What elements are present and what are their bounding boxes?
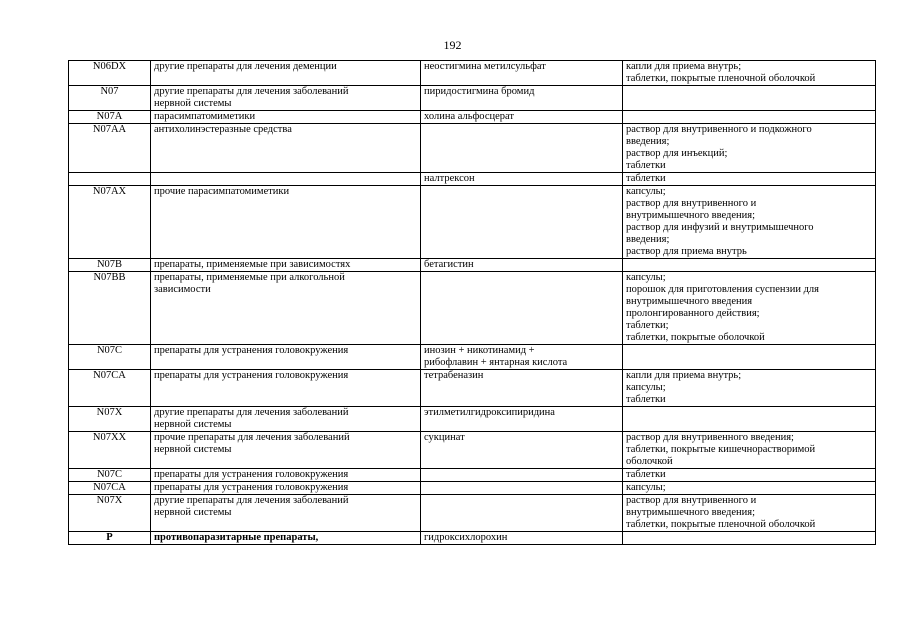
- table-row: [69, 469, 876, 482]
- drug-name-cell: [421, 469, 623, 482]
- group-name-cell: [151, 482, 421, 495]
- dosage-forms-cell: [623, 432, 876, 469]
- cell-text-line: капли для приема внутрь;: [626, 370, 742, 381]
- page-number: 192: [443, 38, 462, 52]
- group-name-cell: [151, 272, 421, 345]
- table-row: [69, 259, 876, 272]
- cell-text-line: препараты для устранения головокружения: [154, 482, 349, 493]
- cell-text-line: гидроксихлорохин: [424, 532, 508, 543]
- cell-text-line: капсулы;: [626, 272, 666, 283]
- table-row: [69, 407, 876, 432]
- cell-text-line: капсулы;: [626, 382, 666, 393]
- group-name-cell: [151, 259, 421, 272]
- drug-name-cell: [421, 124, 623, 173]
- cell-text-line: прочие парасимпатомиметики: [154, 186, 290, 197]
- cell-text-line: другие препараты для лечения заболеваний: [154, 495, 349, 506]
- cell-text-line: капсулы;: [626, 482, 666, 493]
- table-row: [69, 272, 876, 345]
- cell-text-line: налтрексон: [424, 173, 475, 184]
- drug-name-cell: [421, 272, 623, 345]
- dosage-forms-cell: [623, 86, 876, 111]
- drug-name-cell: [421, 259, 623, 272]
- cell-text-line: бетагистин: [424, 259, 474, 270]
- table-row: [69, 86, 876, 111]
- drug-name-cell: [421, 173, 623, 186]
- drug-name-cell: [421, 186, 623, 259]
- cell-text-line: другие препараты для лечения заболеваний: [154, 86, 349, 97]
- cell-text-line: пролонгированного действия;: [626, 308, 760, 319]
- table-row: [69, 61, 876, 86]
- cell-text-line: N06DX: [92, 61, 127, 72]
- group-name-cell: [151, 469, 421, 482]
- atc-code-cell: [69, 186, 151, 259]
- cell-text-line: раствор для внутривенного и: [626, 198, 757, 209]
- dosage-forms-cell: [623, 173, 876, 186]
- dosage-forms-cell: [623, 111, 876, 124]
- atc-code-cell: [69, 370, 151, 407]
- cell-text-line: N07A: [96, 111, 123, 122]
- group-name-cell: [151, 186, 421, 259]
- atc-code-cell: [69, 495, 151, 532]
- drug-name-cell: [421, 495, 623, 532]
- cell-text-line: таблетки: [626, 160, 666, 171]
- atc-code-cell: [69, 111, 151, 124]
- cell-text-line: препараты для устранения головокружения: [154, 469, 349, 480]
- group-name-cell: [151, 173, 421, 186]
- cell-text-line: другие препараты для лечения заболеваний: [154, 407, 349, 418]
- table-body: [69, 61, 876, 545]
- cell-text-line: порошок для приготовления суспензии для: [626, 284, 819, 295]
- cell-text-line: внутримышечного введения: [626, 296, 753, 307]
- cell-text-line: нервной системы: [154, 98, 232, 109]
- cell-text-line: неостигмина метилсульфат: [424, 61, 546, 72]
- cell-text-line: N07C: [96, 469, 123, 480]
- dosage-forms-cell: [623, 124, 876, 173]
- cell-text-line: N07C: [96, 345, 123, 356]
- group-name-cell: [151, 407, 421, 432]
- cell-text-line: рибофлавин + янтарная кислота: [424, 357, 568, 368]
- atc-code-cell: [69, 407, 151, 432]
- cell-text-line: внутримышечного введения;: [626, 210, 756, 221]
- cell-text-line: N07AA: [92, 124, 127, 135]
- cell-text-line: препараты для устранения головокружения: [154, 370, 349, 381]
- cell-text-line: капли для приема внутрь;: [626, 61, 742, 72]
- cell-text-line: раствор для внутривенного и: [626, 495, 757, 506]
- cell-text-line: сукцинат: [424, 432, 465, 443]
- atc-code-cell: [69, 272, 151, 345]
- cell-text-line: раствор для инъекций;: [626, 148, 728, 159]
- cell-text-line: N07XX: [92, 432, 127, 443]
- group-name-cell: [151, 532, 421, 545]
- cell-text-line: препараты, применяемые при алкогольной: [154, 272, 345, 283]
- cell-text-line: тетрабеназин: [424, 370, 484, 381]
- drug-table: [68, 60, 876, 545]
- group-name-cell: [151, 345, 421, 370]
- cell-text-line: холина альфосцерат: [424, 111, 514, 122]
- drug-name-cell: [421, 482, 623, 495]
- table-row: [69, 345, 876, 370]
- cell-text-line: N07CA: [93, 482, 126, 493]
- table-row: [69, 495, 876, 532]
- drug-name-cell: [421, 345, 623, 370]
- group-name-cell: [151, 61, 421, 86]
- cell-text-line: инозин + никотинамид +: [424, 345, 535, 356]
- dosage-forms-cell: [623, 186, 876, 259]
- cell-text-line: P: [106, 532, 113, 543]
- cell-text-line: таблетки, покрытые кишечнорастворимой: [626, 444, 816, 455]
- dosage-forms-cell: [623, 272, 876, 345]
- drug-name-cell: [421, 432, 623, 469]
- cell-text-line: этилметилгидроксипиридина: [424, 407, 555, 418]
- cell-text-line: N07AX: [92, 186, 127, 197]
- cell-text-line: N07BB: [93, 272, 126, 283]
- cell-text-line: другие препараты для лечения деменции: [154, 61, 337, 72]
- cell-text-line: введения;: [626, 136, 670, 147]
- table-row: [69, 432, 876, 469]
- dosage-forms-cell: [623, 469, 876, 482]
- cell-text-line: таблетки, покрытые пленочной оболочкой: [626, 73, 816, 84]
- dosage-forms-cell: [623, 345, 876, 370]
- group-name-cell: [151, 495, 421, 532]
- cell-text-line: препараты для устранения головокружения: [154, 345, 349, 356]
- atc-code-cell: [69, 482, 151, 495]
- table-row: [69, 370, 876, 407]
- cell-text-line: раствор для инфузий и внутримышечного: [626, 222, 814, 233]
- drug-name-cell: [421, 111, 623, 124]
- dosage-forms-cell: [623, 482, 876, 495]
- cell-text-line: N07X: [96, 407, 123, 418]
- table-row: [69, 186, 876, 259]
- cell-text-line: антихолинэстеразные средства: [154, 124, 292, 135]
- atc-code-cell: [69, 259, 151, 272]
- table-row: [69, 111, 876, 124]
- dosage-forms-cell: [623, 495, 876, 532]
- table-row: [69, 482, 876, 495]
- cell-text-line: противопаразитарные препараты,: [154, 532, 319, 543]
- drug-name-cell: [421, 407, 623, 432]
- dosage-forms-cell: [623, 370, 876, 407]
- cell-text-line: прочие препараты для лечения заболеваний: [154, 432, 350, 443]
- cell-text-line: таблетки: [626, 469, 666, 480]
- cell-text-line: капсулы;: [626, 186, 666, 197]
- cell-text-line: нервной системы: [154, 444, 232, 455]
- cell-text-line: таблетки, покрытые пленочной оболочкой: [626, 519, 816, 530]
- drug-name-cell: [421, 532, 623, 545]
- cell-text-line: введения;: [626, 234, 670, 245]
- atc-code-cell: [69, 532, 151, 545]
- group-name-cell: [151, 432, 421, 469]
- cell-text-line: N07: [100, 86, 119, 97]
- table-row: [69, 173, 876, 186]
- dosage-forms-cell: [623, 532, 876, 545]
- group-name-cell: [151, 124, 421, 173]
- cell-text-line: препараты, применяемые при зависимостях: [154, 259, 351, 270]
- table-row: [69, 532, 876, 545]
- table-row: [69, 124, 876, 173]
- group-name-cell: [151, 111, 421, 124]
- dosage-forms-cell: [623, 259, 876, 272]
- drug-name-cell: [421, 61, 623, 86]
- cell-text-line: нервной системы: [154, 507, 232, 518]
- atc-code-cell: [69, 345, 151, 370]
- cell-text-line: N07B: [96, 259, 123, 270]
- atc-code-cell: [69, 86, 151, 111]
- atc-code-cell: [69, 432, 151, 469]
- cell-text-line: нервной системы: [154, 419, 232, 430]
- drug-name-cell: [421, 370, 623, 407]
- cell-text-line: N07CA: [93, 370, 126, 381]
- atc-code-cell: [69, 61, 151, 86]
- group-name-cell: [151, 370, 421, 407]
- atc-code-cell: [69, 469, 151, 482]
- dosage-forms-cell: [623, 407, 876, 432]
- cell-text-line: парасимпатомиметики: [154, 111, 256, 122]
- cell-text-line: раствор для внутривенного и подкожного: [626, 124, 812, 135]
- dosage-forms-cell: [623, 61, 876, 86]
- cell-text-line: N07X: [96, 495, 123, 506]
- cell-text-line: раствор для приема внутрь: [626, 246, 747, 257]
- atc-code-cell: [69, 124, 151, 173]
- cell-text-line: зависимости: [154, 284, 211, 295]
- cell-text-line: оболочкой: [626, 456, 673, 467]
- cell-text-line: таблетки: [626, 394, 666, 405]
- atc-code-cell: [69, 173, 151, 186]
- cell-text-line: раствор для внутривенного введения;: [626, 432, 794, 443]
- drug-name-cell: [421, 86, 623, 111]
- group-name-cell: [151, 86, 421, 111]
- cell-text-line: таблетки;: [626, 320, 669, 331]
- cell-text-line: таблетки: [626, 173, 666, 184]
- cell-text-line: пиридостигмина бромид: [424, 86, 535, 97]
- cell-text-line: внутримышечного введения;: [626, 507, 756, 518]
- cell-text-line: таблетки, покрытые оболочкой: [626, 332, 765, 343]
